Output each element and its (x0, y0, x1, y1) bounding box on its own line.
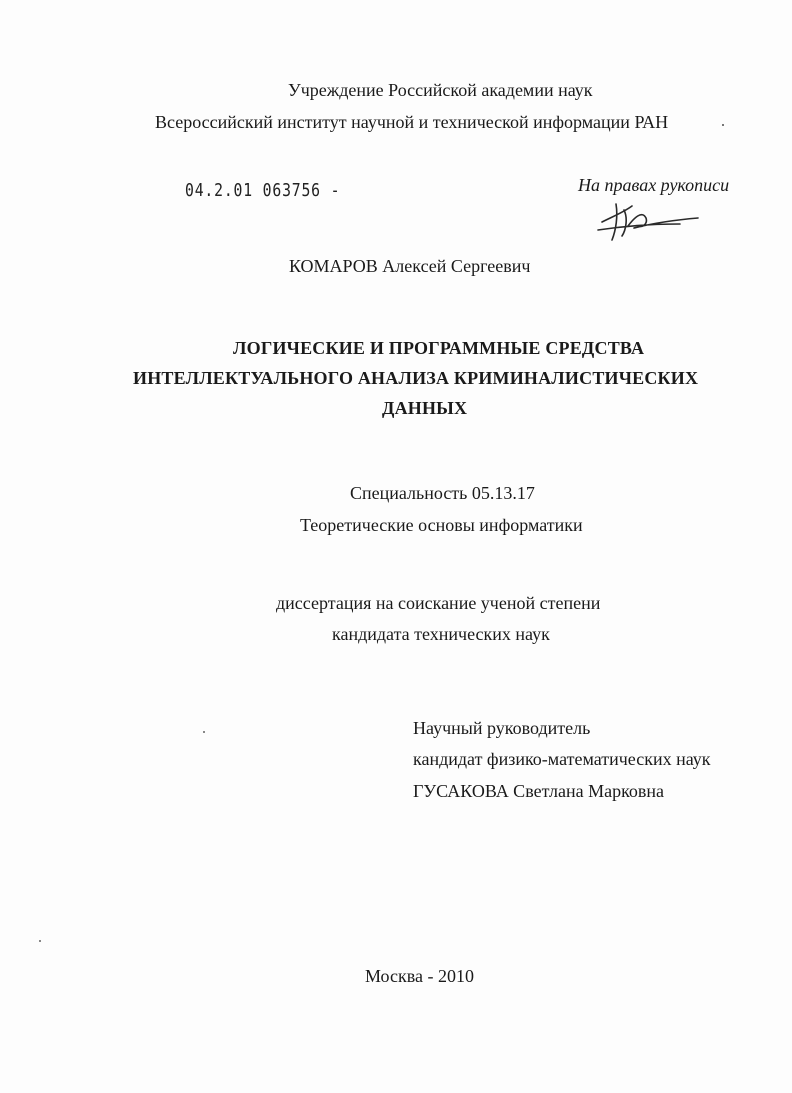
registration-number: 04.2.01 063756 - (185, 180, 341, 201)
rights-label: На правах рукописи (578, 175, 730, 195)
supervisor-name: ГУСАКОВА Светлана Марковна (413, 781, 665, 801)
city-year: Москва - 2010 (365, 966, 474, 986)
degree-line-2: кандидата технических наук (332, 624, 550, 644)
signature-image (594, 196, 704, 242)
title-line-1: ЛОГИЧЕСКИЕ И ПРОГРАММНЫЕ СРЕДСТВА (233, 338, 645, 358)
scan-speck (203, 731, 205, 733)
institution-line-1: Учреждение Российской академии наук (288, 80, 593, 100)
scan-speck (722, 124, 724, 126)
supervisor-role: Научный руководитель (413, 718, 591, 738)
degree-line-1: диссертация на соискание ученой степени (276, 593, 601, 613)
title-line-2: ИНТЕЛЛЕКТУАЛЬНОГО АНАЛИЗА КРИМИНАЛИСТИЧЕСКИХ (133, 368, 699, 388)
scan-speck (39, 940, 41, 942)
institution-line-2: Всероссийский институт научной и технической информации РАН (155, 112, 669, 132)
specialty-code: Специальность 05.13.17 (350, 483, 535, 503)
author-name: КОМАРОВ Алексей Сергеевич (289, 256, 531, 276)
specialty-name: Теоретические основы информатики (300, 515, 583, 535)
title-line-3: ДАННЫХ (382, 398, 468, 418)
supervisor-degree: кандидат физико-математических наук (413, 749, 711, 769)
